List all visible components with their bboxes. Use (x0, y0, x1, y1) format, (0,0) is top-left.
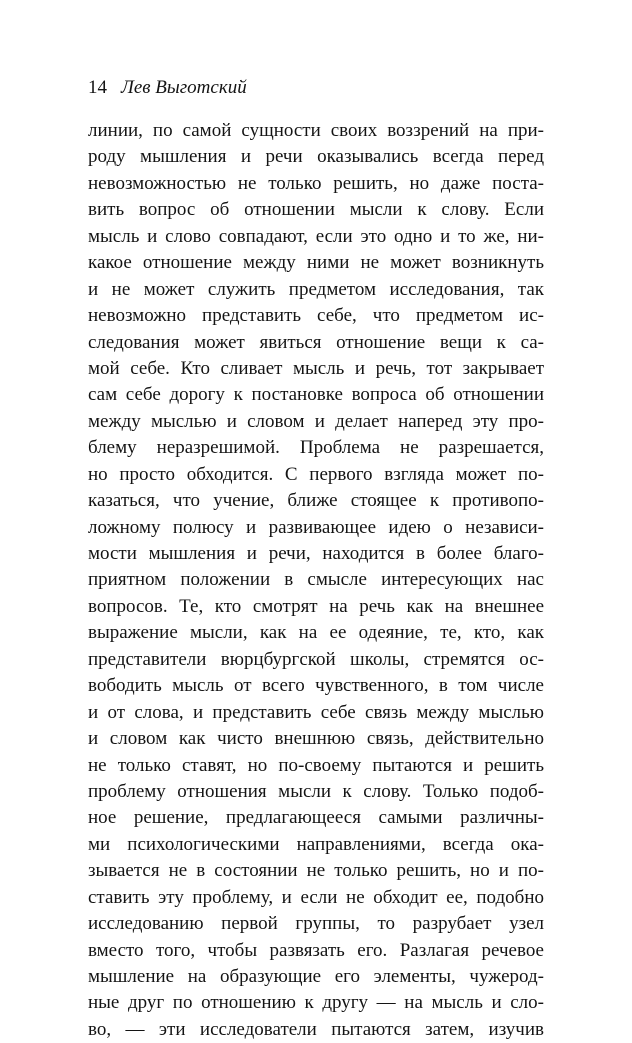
text-line: какое отношение между ними не может возникнуть (88, 252, 544, 274)
text-line: зывается не в состоянии не только решить, но и по- (88, 860, 544, 882)
text-line: линии, по самой сущности своих воззрений на при- (88, 120, 544, 141)
text-line: представители вюрцбургской школы, стремятся ос- (88, 648, 544, 670)
text-line: следования может явиться отношение вещи к са- (88, 331, 544, 353)
text-line: сам себе дорогу к постановке вопроса об отношении (88, 384, 544, 406)
text-line: вопросов. Те, кто смотрят на речь как на внешнее (88, 595, 544, 617)
text-line: мышление на образующие его элементы, чужерод- (88, 966, 544, 987)
text-line: и словом как чисто внешнюю связь, действительно (88, 728, 544, 750)
text-line: роду мышления и речи оказывались всегда перед (88, 146, 544, 168)
page-number: 14 (88, 77, 107, 98)
text-line: приятном положении в смысле интересующих нас (88, 569, 544, 591)
text-line: выражение мысли, как на ее одеяние, те, кто, как (88, 622, 544, 644)
text-line: ставить эту проблему, и если не обходит ее, подобно (88, 886, 544, 908)
text-line: не только ставят, но по-своему пытаются и решить (88, 754, 544, 776)
text-line: вить вопрос об отношении мысли к слову. Если (88, 199, 544, 221)
text-line: между мыслью и словом и делает наперед эту про- (88, 410, 544, 432)
text-line: мости мышления и речи, находится в более благо- (88, 543, 544, 564)
text-line: невозможностью не только решить, но даже поста- (88, 172, 544, 194)
text-line: и от слова, и представить себе связь между мыслью (88, 701, 544, 723)
body-text (88, 118, 544, 1043)
text-line: казаться, что учение, ближе стоящее к противопо- (88, 490, 544, 512)
text-line: вободить мысль от всего чувственного, в том числе (88, 675, 544, 697)
text-line: блему неразрешимой. Проблема не разрешается, (88, 437, 544, 459)
text-line: ми психологическими направлениями, всегда ока- (88, 833, 544, 855)
text-line: ложному полюсу и развивающее идею о независи- (88, 516, 544, 538)
text-line: ное решение, предлагающееся самыми различны- (88, 807, 544, 829)
text-line: невозможно представить себе, что предметом ис- (88, 305, 544, 327)
text-line: мысль и слово совпадают, если это одно и то же, ни- (88, 225, 544, 247)
text-line: вместо того, чтобы развязать его. Разлагая речевое (88, 939, 544, 961)
text-line: мой себе. Кто сливает мысль и речь, тот закрывает (88, 357, 544, 379)
running-head (88, 76, 247, 100)
text-line: исследованию первой группы, то разрубает узел (88, 913, 544, 935)
text-line: но просто обходится. С первого взгляда может по- (88, 463, 544, 485)
text-line: проблему отношения мысли к слову. Только подоб- (88, 780, 544, 802)
text-line: ные друг по отношению к другу — на мысль и сло- (88, 992, 544, 1014)
text-line: во, — эти исследователи пытаются затем, изучив (88, 1018, 544, 1040)
running-head-title: Лев Выготский (121, 77, 247, 98)
text-line: и не может служить предметом исследования, так (88, 278, 544, 300)
